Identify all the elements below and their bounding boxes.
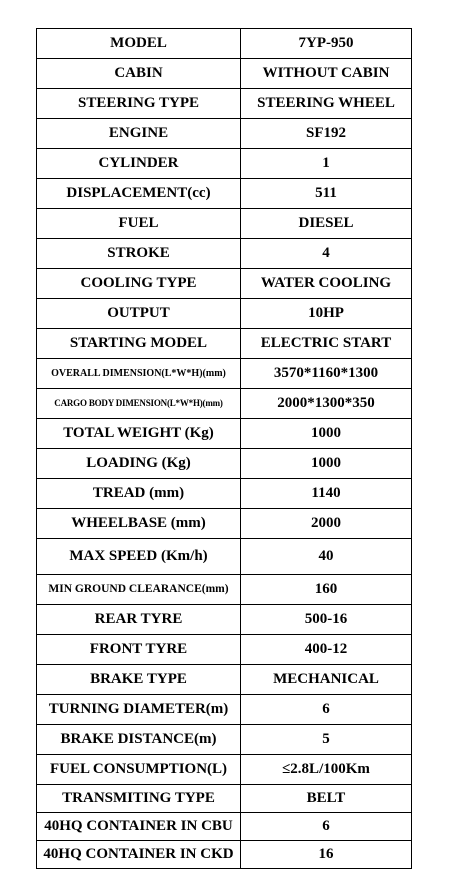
spec-label: STARTING MODEL [37,329,241,359]
spec-value: 3570*1160*1300 [241,359,412,389]
spec-value: 5 [241,725,412,755]
spec-label: CARGO BODY DIMENSION(L*W*H)(mm) [37,389,241,419]
table-row [37,785,412,813]
table-row [37,575,412,605]
spec-value: WATER COOLING [241,269,412,299]
table-row [37,29,412,59]
spec-label: REAR TYRE [37,605,241,635]
table-row [37,813,412,841]
spec-table [36,28,412,869]
table-row [37,419,412,449]
spec-value: 500-16 [241,605,412,635]
spec-value: 10HP [241,299,412,329]
table-row [37,755,412,785]
table-row [37,665,412,695]
table-row [37,119,412,149]
spec-value: 2000*1300*350 [241,389,412,419]
table-row [37,695,412,725]
spec-label: MIN GROUND CLEARANCE(mm) [37,575,241,605]
spec-value: STEERING WHEEL [241,89,412,119]
spec-label: BRAKE TYPE [37,665,241,695]
spec-label: TREAD (mm) [37,479,241,509]
table-row [37,449,412,479]
table-row [37,329,412,359]
spec-label: TURNING DIAMETER(m) [37,695,241,725]
spec-label: TRANSMITING TYPE [37,785,241,813]
table-row [37,269,412,299]
spec-label: MAX SPEED (Km/h) [37,539,241,575]
table-row [37,179,412,209]
spec-value: 7YP-950 [241,29,412,59]
spec-label: OUTPUT [37,299,241,329]
spec-value: 1000 [241,419,412,449]
spec-label: ENGINE [37,119,241,149]
table-row [37,299,412,329]
spec-value: ELECTRIC START [241,329,412,359]
spec-value: 400-12 [241,635,412,665]
spec-value: 16 [241,841,412,869]
spec-label: 40HQ CONTAINER IN CBU [37,813,241,841]
spec-label: CYLINDER [37,149,241,179]
spec-label: TOTAL WEIGHT (Kg) [37,419,241,449]
spec-value: 160 [241,575,412,605]
table-row [37,605,412,635]
spec-value: WITHOUT CABIN [241,59,412,89]
spec-value: 6 [241,813,412,841]
table-row [37,479,412,509]
spec-label: CABIN [37,59,241,89]
table-row [37,209,412,239]
spec-label: FUEL CONSUMPTION(L) [37,755,241,785]
spec-value: MECHANICAL [241,665,412,695]
spec-value: DIESEL [241,209,412,239]
table-row [37,841,412,869]
spec-label: FUEL [37,209,241,239]
table-row [37,509,412,539]
spec-label: 40HQ CONTAINER IN CKD [37,841,241,869]
spec-value: 511 [241,179,412,209]
table-row [37,149,412,179]
table-row [37,359,412,389]
spec-value: 1000 [241,449,412,479]
spec-label: OVERALL DIMENSION(L*W*H)(mm) [37,359,241,389]
table-row [37,389,412,419]
spec-value: SF192 [241,119,412,149]
spec-value: 2000 [241,509,412,539]
table-row [37,635,412,665]
spec-label: COOLING TYPE [37,269,241,299]
spec-label: FRONT TYRE [37,635,241,665]
spec-value: 40 [241,539,412,575]
spec-label: LOADING (Kg) [37,449,241,479]
table-row [37,539,412,575]
spec-label: MODEL [37,29,241,59]
spec-label: DISPLACEMENT(cc) [37,179,241,209]
table-row [37,89,412,119]
spec-value: 6 [241,695,412,725]
table-row [37,725,412,755]
spec-label: WHEELBASE (mm) [37,509,241,539]
spec-label: STROKE [37,239,241,269]
spec-value: ≤2.8L/100Km [241,755,412,785]
table-row [37,239,412,269]
spec-value: 1 [241,149,412,179]
spec-value: BELT [241,785,412,813]
spec-value: 4 [241,239,412,269]
spec-value: 1140 [241,479,412,509]
spec-label: BRAKE DISTANCE(m) [37,725,241,755]
table-row [37,59,412,89]
spec-label: STEERING TYPE [37,89,241,119]
